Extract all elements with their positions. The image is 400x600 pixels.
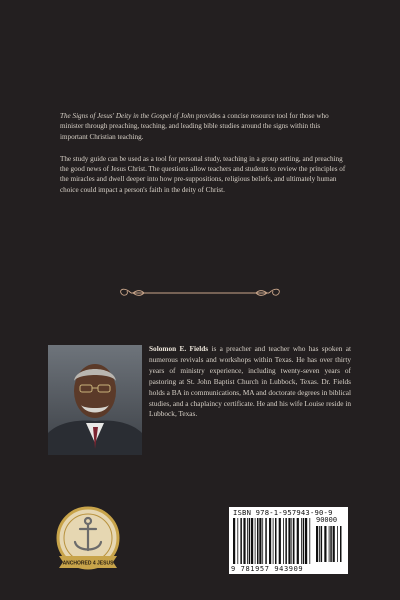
- price-barcode-bars: [316, 526, 344, 562]
- publisher-logo: [53, 504, 123, 574]
- description-paragraph-2: The study guide can be used as a tool for personal study, teaching in a group setting, and preaching the good news of Jesus Christ. The questions allow teachers and students to review the principles of the miracles and dwell deeper into how pre-suppositions, religious beliefs, and ultimately human choice could impact a person's faith in the deity of Christ.: [60, 154, 346, 194]
- price-code: 90000: [316, 516, 338, 524]
- ean-barcode-bars: [233, 518, 311, 564]
- description-paragraph-1-text: provides a concise resource tool for those who minister through preaching, teaching, and leading bible studies around the signs within this important Christian teaching.: [60, 112, 329, 141]
- book-title-italic: The Signs of Jesus' Deity in the Gospel of John: [60, 112, 195, 120]
- publisher-name: ANCHORED 4 JESUS: [62, 560, 114, 567]
- author-bio-text: is a preacher and teacher who has spoken at numerous revivals and workshops within Texas. He has over thirty years of ministry experience, including twenty-seven years of pastoring at St. John Baptist Church in Lubbock, Texas. Dr. Fields holds a BA in communications, MA and doctorate degrees in biblical studies, and a chaplaincy certificate. He and his wife Louise reside in Lubbock, Texas.: [149, 344, 352, 419]
- author-photo: [48, 345, 142, 455]
- author-bio: [149, 344, 351, 420]
- description-paragraph-1: [60, 111, 346, 142]
- book-description: [60, 111, 346, 207]
- isbn-barcode: [229, 507, 348, 574]
- ean-digits: 9 781957 943909: [231, 565, 304, 573]
- author-name: Solomon E. Fields: [149, 344, 209, 353]
- isbn-label: ISBN 978-1-957943-90-9: [233, 508, 333, 517]
- ornamental-divider: [117, 283, 283, 303]
